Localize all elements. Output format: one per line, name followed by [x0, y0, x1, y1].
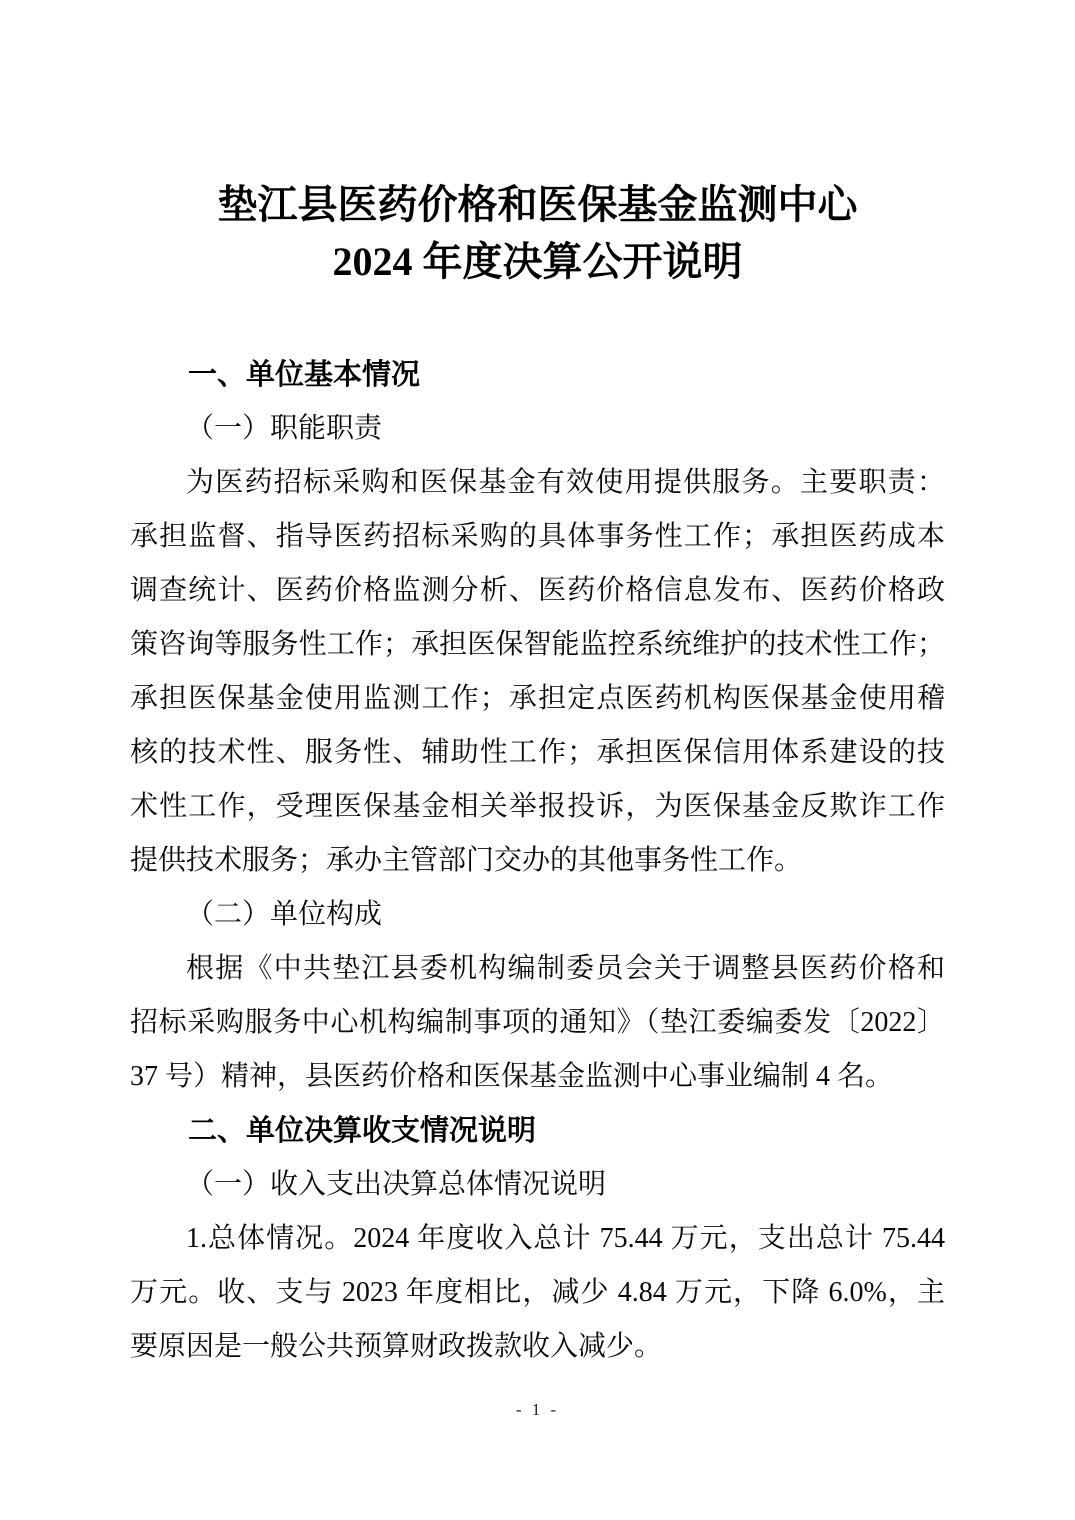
paragraph-line: 37 号）精神，县医药价格和医保基金监测中心事业编制 4 名。	[130, 1061, 894, 1092]
document-title-line-1: 垫江县医药价格和医保基金监测中心	[217, 182, 858, 227]
paragraph-line: 承担监督、指导医药招标采购的具体事务性工作；承担医药成本	[130, 521, 945, 552]
paragraph-line: 承担医保基金使用监测工作；承担定点医药机构医保基金使用稽	[130, 683, 945, 714]
paragraph-line: 1.总体情况。2024 年度收入总计 75.44 万元，支出总计 75.44	[186, 1223, 945, 1254]
section-heading: 二、单位决算收支情况说明	[188, 1115, 537, 1147]
document-footer	[0, 1398, 1075, 1422]
document-header	[0, 176, 1075, 290]
subsection-heading: （二）单位构成	[186, 899, 383, 930]
paragraph-line: 调查统计、医药价格监测分析、医药价格信息发布、医药价格政	[130, 575, 945, 606]
paragraph-line: 根据《中共垫江县委机构编制委员会关于调整县医药价格和	[186, 953, 945, 984]
section-heading: 一、单位基本情况	[188, 359, 421, 391]
paragraph-line: 核的技术性、服务性、辅助性工作；承担医保信用体系建设的技	[130, 737, 945, 768]
paragraph-line: 提供技术服务；承办主管部门交办的其他事务性工作。	[130, 845, 803, 876]
page-number: - 1 -	[515, 1400, 560, 1419]
paragraph-line: 术性工作，受理医保基金相关举报投诉，为医保基金反欺诈工作	[130, 791, 945, 822]
paragraph-line: 招标采购服务中心机构编制事项的通知》（垫江委编委发〔2022〕	[130, 1007, 945, 1038]
paragraph-line: 为医药招标采购和医保基金有效使用提供服务。主要职责：	[186, 467, 945, 498]
paragraph-line: 万元。收、支与 2023 年度相比，减少 4.84 万元，下降 6.0%，主	[130, 1277, 945, 1308]
subsection-heading: （一）职能职责	[186, 413, 383, 444]
paragraph-line: 策咨询等服务性工作；承担医保智能监控系统维护的技术性工作；	[130, 629, 945, 660]
paragraph-line: 要原因是一般公共预算财政拨款收入减少。	[130, 1331, 663, 1362]
subsection-heading: （一）收入支出决算总体情况说明	[186, 1169, 607, 1200]
document-body	[130, 348, 945, 1374]
document-title-line-2: 2024 年度决算公开说明	[332, 239, 743, 284]
